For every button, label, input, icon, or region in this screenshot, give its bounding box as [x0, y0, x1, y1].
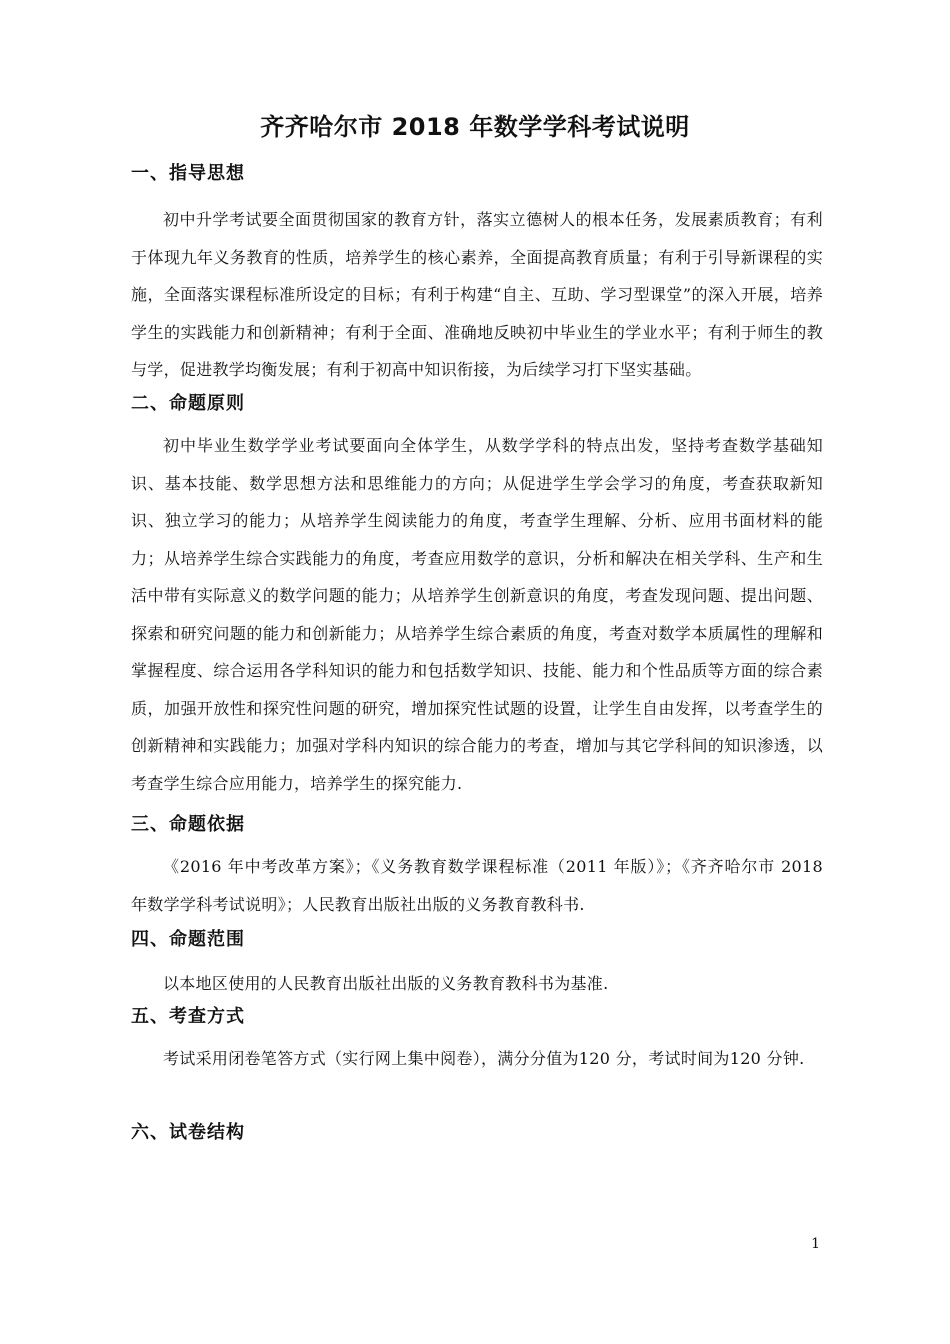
section-text-proposition-scope: 以本地区使用的人民教育出版社出版的义务教育教科书为基准.	[163, 974, 609, 993]
document-title: 齐齐哈尔市 2018 年数学学科考试说明	[260, 113, 690, 141]
section-heading-exam-method: 五、考查方式	[131, 1006, 245, 1027]
section-heading-proposition-principles: 二、命题原则	[131, 393, 245, 414]
section-text-proposition-principles: 初中毕业生数学学业考试要面向全体学生，从数学学科的特点出发，坚持考查数学基础知识、基本技能、数学思想方法和思维能力的方向；从促进学生学会学习的角度，考查获取新知识、独立学习的能力；从培养学生阅读能力的角度，考查学生理解、分析、应用书面材料的能力；从培养学生综合实践能力的角度，考查应用数学的意识，分析和解决在相关学科、生产和生活中带有实际意义的数学问题的能力；从培养学生创新意识的角度，考查发现问题、提出问题、探索和研究问题的能力和创新能力；从培养学生综合素质的角度，考查对数学本质属性的理解和掌握程度、综合运用各学科知识的能力和包括数学知识、技能、能力和个性品质等方面的综合素质，加强开放性和探究性问题的研究，增加探究性试题的设置，让学生自由发挥，以考查学生的创新精神和实践能力；加强对学科内知识的综合能力的考查，增加与其它学科间的知识渗透，以考查学生综合应用能力，培养学生的探究能力.	[131, 436, 823, 793]
section-heading-paper-structure: 六、试卷结构	[131, 1122, 245, 1143]
section-heading-guiding-ideology: 一、指导思想	[131, 163, 245, 184]
section-text-proposition-basis: 《2016 年中考改革方案》；《义务教育数学课程标准（2011 年版）》；《齐齐哈尔市 2018 年数学学科考试说明》；人民教育出版社出版的义务教育教科书.	[131, 857, 823, 914]
section-text-guiding-ideology: 初中升学考试要全面贯彻国家的教育方针，落实立德树人的根本任务，发展素质教育；有利于体现九年义务教育的性质，培养学生的核心素养，全面提高教育质量；有利于引导新课程的实施，全面落实课程标准所设定的目标；有利于构建“自主、互助、学习型课堂”的深入开展，培养学生的实践能力和创新精神；有利于全面、准确地反映初中毕业生的学业水平；有利于师生的教与学，促进教学均衡发展；有利于初高中知识衔接，为后续学习打下坚实基础。	[131, 210, 823, 379]
section-text-exam-method: 考试采用闭卷笔答方式（实行网上集中阅卷），满分分值为120 分，考试时间为120 分钟.	[163, 1049, 805, 1068]
section-heading-proposition-scope: 四、命题范围	[131, 929, 245, 950]
page-number: 1	[811, 1236, 820, 1252]
section-heading-proposition-basis: 三、命题依据	[131, 814, 245, 835]
